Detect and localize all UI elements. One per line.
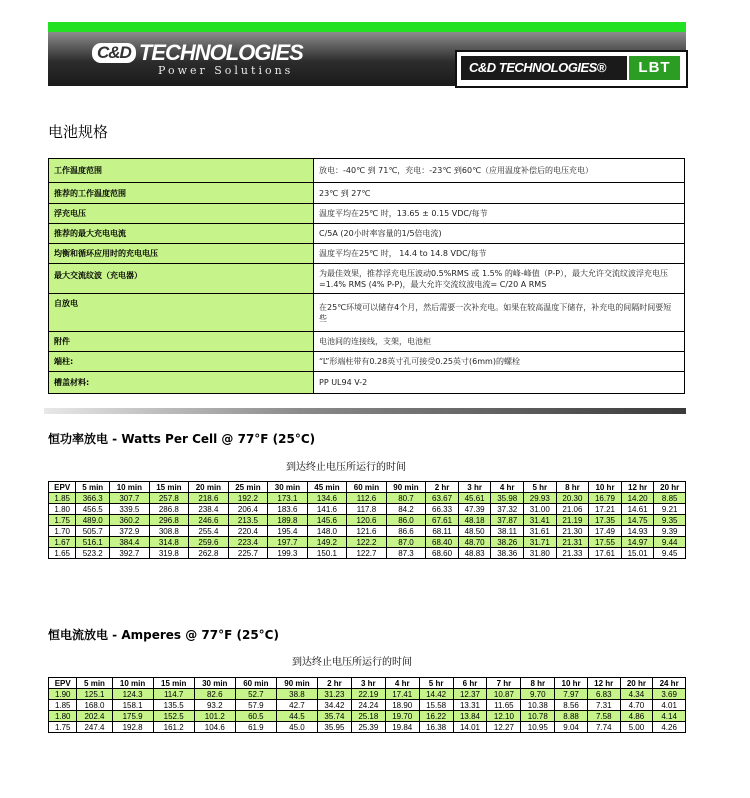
column-header: 45 min — [307, 482, 347, 493]
table-cell: 87.0 — [386, 537, 426, 548]
column-header: 60 min — [235, 678, 276, 689]
table-row — [49, 689, 686, 700]
section1-subtitle: 到达终止电压所运行的时间 — [286, 462, 406, 473]
table-cell: 8.88 — [555, 711, 588, 722]
table-cell: 168.0 — [77, 700, 112, 711]
table-row — [49, 548, 686, 559]
table-cell: 35.74 — [318, 711, 352, 722]
column-header: 5 min — [77, 678, 112, 689]
table-cell: 225.7 — [228, 548, 268, 559]
spec-value: 温度平均在25℃ 时， 14.4 to 14.8 VDC/每节 — [314, 244, 685, 264]
table-cell: 192.8 — [112, 722, 153, 733]
table-cell: 31.41 — [524, 515, 557, 526]
column-header: 10 hr — [555, 678, 588, 689]
table-cell: 37.87 — [491, 515, 524, 526]
table-cell: 60.5 — [235, 711, 276, 722]
table-cell: 246.6 — [189, 515, 229, 526]
table-cell: 15.58 — [419, 700, 453, 711]
table-cell: 296.8 — [149, 515, 189, 526]
table-cell: 42.7 — [276, 700, 317, 711]
table-header-row — [49, 678, 686, 689]
table-cell: 6.83 — [587, 689, 620, 700]
table-cell: 20.30 — [556, 493, 589, 504]
table-cell: 61.9 — [235, 722, 276, 733]
table-cell: 14.61 — [621, 504, 654, 515]
table-cell: 10.87 — [487, 689, 521, 700]
spec-label: 槽盖材料: — [49, 372, 314, 394]
table-cell: 35.98 — [491, 493, 524, 504]
table-cell: 9.45 — [654, 548, 686, 559]
logo-subtitle: Power Solutions — [158, 64, 294, 77]
column-header: 20 hr — [620, 678, 653, 689]
table-cell: 44.5 — [276, 711, 317, 722]
column-header: 5 hr — [524, 482, 557, 493]
spec-row — [49, 264, 685, 294]
table-cell: 4.26 — [653, 722, 686, 733]
column-header: 15 min — [149, 482, 189, 493]
table-cell: 21.19 — [556, 515, 589, 526]
spec-row — [49, 244, 685, 264]
table-cell: 4.70 — [620, 700, 653, 711]
table-cell: 1.80 — [49, 711, 77, 722]
table-cell: 14.20 — [621, 493, 654, 504]
table-cell: 17.35 — [589, 515, 622, 526]
table-cell: 9.21 — [654, 504, 686, 515]
table-cell: 19.84 — [385, 722, 419, 733]
table-cell: 17.49 — [589, 526, 622, 537]
spec-label: 自放电 — [49, 294, 314, 332]
column-header: 2 hr — [318, 678, 352, 689]
table-row — [49, 537, 686, 548]
table-cell: 223.4 — [228, 537, 268, 548]
section2-title: 恒电流放电 - Amperes @ 77°F (25°C) — [48, 628, 279, 642]
logo-text: TECHNOLOGIES — [138, 40, 303, 65]
table-cell: 319.8 — [149, 548, 189, 559]
lbt-logo — [455, 50, 688, 88]
table-cell: 152.5 — [153, 711, 194, 722]
table-cell: 16.38 — [419, 722, 453, 733]
table-cell: 93.2 — [194, 700, 235, 711]
table-cell: 31.23 — [318, 689, 352, 700]
table-cell: 21.33 — [556, 548, 589, 559]
table-cell: 4.34 — [620, 689, 653, 700]
spec-label: 工作温度范围 — [49, 159, 314, 183]
table-cell: 523.2 — [76, 548, 110, 559]
spec-value: C/5A (20小时率容量的1/5倍电流) — [314, 224, 685, 244]
table-cell: 48.50 — [458, 526, 491, 537]
table-cell: 63.67 — [426, 493, 459, 504]
table-cell: 175.9 — [112, 711, 153, 722]
spec-row — [49, 372, 685, 394]
table-cell: 247.4 — [77, 722, 112, 733]
lbt-logo-text: C&D TECHNOLOGIES® — [461, 56, 627, 80]
table-cell: 38.26 — [491, 537, 524, 548]
table-cell: 34.42 — [318, 700, 352, 711]
table-cell: 314.8 — [149, 537, 189, 548]
table-cell: 9.44 — [654, 537, 686, 548]
table-cell: 7.74 — [587, 722, 620, 733]
table-header-row — [49, 482, 686, 493]
table-cell: 149.2 — [307, 537, 347, 548]
column-header: 30 min — [268, 482, 308, 493]
table-cell: 67.61 — [426, 515, 459, 526]
table-cell: 206.4 — [228, 504, 268, 515]
column-header: 5 hr — [419, 678, 453, 689]
table-cell: 134.6 — [307, 493, 347, 504]
table-row — [49, 493, 686, 504]
amperes-table — [48, 677, 686, 733]
table-cell: 10.38 — [521, 700, 555, 711]
table-cell: 48.18 — [458, 515, 491, 526]
table-cell: 117.8 — [347, 504, 387, 515]
table-cell: 3.69 — [653, 689, 686, 700]
table-cell: 183.6 — [268, 504, 308, 515]
table-cell: 1.85 — [49, 700, 77, 711]
table-cell: 150.1 — [307, 548, 347, 559]
table-cell: 10.95 — [521, 722, 555, 733]
spec-value: 放电：-40℃ 到 71℃，充电：-23℃ 到60℃（应用温度补偿后的电压充电） — [314, 159, 685, 183]
table-cell: 22.19 — [351, 689, 385, 700]
table-cell: 31.80 — [524, 548, 557, 559]
column-header: 15 min — [153, 678, 194, 689]
table-cell: 14.97 — [621, 537, 654, 548]
table-cell: 48.83 — [458, 548, 491, 559]
table-cell: 360.2 — [110, 515, 150, 526]
watts-per-cell-table — [48, 481, 686, 559]
table-cell: 148.0 — [307, 526, 347, 537]
table-cell: 86.6 — [386, 526, 426, 537]
table-cell: 9.04 — [555, 722, 588, 733]
table-cell: 145.6 — [307, 515, 347, 526]
spec-value: PP UL94 V-2 — [314, 372, 685, 394]
table-cell: 456.5 — [76, 504, 110, 515]
table-cell: 101.2 — [194, 711, 235, 722]
logo-cd-mark: C&D — [92, 43, 136, 63]
spec-label: 浮充电压 — [49, 204, 314, 224]
table-cell: 1.65 — [49, 548, 76, 559]
table-cell: 308.8 — [149, 526, 189, 537]
table-cell: 38.36 — [491, 548, 524, 559]
table-cell: 19.70 — [385, 711, 419, 722]
table-cell: 25.18 — [351, 711, 385, 722]
table-cell: 1.75 — [49, 722, 77, 733]
column-header: 4 hr — [491, 482, 524, 493]
table-cell: 11.65 — [487, 700, 521, 711]
column-header: 24 hr — [653, 678, 686, 689]
table-cell: 307.7 — [110, 493, 150, 504]
table-cell: 16.22 — [419, 711, 453, 722]
table-cell: 68.60 — [426, 548, 459, 559]
spec-row — [49, 224, 685, 244]
table-cell: 286.8 — [149, 504, 189, 515]
table-cell: 161.2 — [153, 722, 194, 733]
table-cell: 259.6 — [189, 537, 229, 548]
table-cell: 9.35 — [654, 515, 686, 526]
table-cell: 8.56 — [555, 700, 588, 711]
spec-value: 温度平均在25℃ 时，13.65 ± 0.15 VDC/每节 — [314, 204, 685, 224]
table-cell: 339.5 — [110, 504, 150, 515]
table-cell: 38.11 — [491, 526, 524, 537]
spec-label: 附件 — [49, 332, 314, 352]
table-cell: 45.0 — [276, 722, 317, 733]
table-cell: 218.6 — [189, 493, 229, 504]
table-cell: 24.24 — [351, 700, 385, 711]
table-cell: 68.11 — [426, 526, 459, 537]
table-cell: 8.85 — [654, 493, 686, 504]
table-cell: 80.7 — [386, 493, 426, 504]
table-cell: 1.75 — [49, 515, 76, 526]
table-cell: 262.8 — [189, 548, 229, 559]
table-cell: 158.1 — [112, 700, 153, 711]
table-cell: 35.95 — [318, 722, 352, 733]
table-row — [49, 515, 686, 526]
table-cell: 516.1 — [76, 537, 110, 548]
spec-label: 推荐的最大充电电流 — [49, 224, 314, 244]
table-cell: 12.27 — [487, 722, 521, 733]
spec-label: 端柱: — [49, 352, 314, 372]
table-cell: 7.97 — [555, 689, 588, 700]
column-header: 5 min — [76, 482, 110, 493]
table-cell: 192.2 — [228, 493, 268, 504]
table-cell: 195.4 — [268, 526, 308, 537]
table-cell: 121.6 — [347, 526, 387, 537]
table-cell: 17.55 — [589, 537, 622, 548]
table-cell: 9.70 — [521, 689, 555, 700]
table-cell: 87.3 — [386, 548, 426, 559]
table-cell: 202.4 — [77, 711, 112, 722]
spec-table — [48, 158, 685, 394]
column-header: 12 hr — [621, 482, 654, 493]
table-cell: 1.80 — [49, 504, 76, 515]
table-cell: 1.90 — [49, 689, 77, 700]
table-cell: 12.10 — [487, 711, 521, 722]
header-accent-bar — [48, 22, 686, 32]
table-cell: 31.61 — [524, 526, 557, 537]
column-header: 10 min — [112, 678, 153, 689]
table-cell: 1.70 — [49, 526, 76, 537]
table-cell: 366.3 — [76, 493, 110, 504]
table-cell: 13.84 — [453, 711, 487, 722]
table-cell: 141.6 — [307, 504, 347, 515]
table-cell: 82.6 — [194, 689, 235, 700]
spec-row — [49, 332, 685, 352]
table-cell: 5.00 — [620, 722, 653, 733]
table-cell: 220.4 — [228, 526, 268, 537]
table-cell: 257.8 — [149, 493, 189, 504]
column-header: 20 hr — [654, 482, 686, 493]
table-cell: 4.01 — [653, 700, 686, 711]
table-cell: 213.5 — [228, 515, 268, 526]
table-row — [49, 711, 686, 722]
table-cell: 10.78 — [521, 711, 555, 722]
table-cell: 489.0 — [76, 515, 110, 526]
table-cell: 14.01 — [453, 722, 487, 733]
table-row — [49, 526, 686, 537]
table-cell: 4.86 — [620, 711, 653, 722]
table-cell: 37.32 — [491, 504, 524, 515]
table-cell: 372.9 — [110, 526, 150, 537]
column-header: 3 hr — [458, 482, 491, 493]
section2-subtitle: 到达终止电压所运行的时间 — [292, 657, 412, 668]
table-cell: 66.33 — [426, 504, 459, 515]
table-cell: 122.2 — [347, 537, 387, 548]
table-row — [49, 504, 686, 515]
table-cell: 125.1 — [77, 689, 112, 700]
table-row — [49, 700, 686, 711]
table-cell: 255.4 — [189, 526, 229, 537]
spec-label: 推荐的工作温度范围 — [49, 183, 314, 204]
section1-title: 恒功率放电 - Watts Per Cell @ 77°F (25°C) — [48, 432, 316, 446]
table-cell: 14.93 — [621, 526, 654, 537]
table-cell: 86.0 — [386, 515, 426, 526]
spec-label: 最大交流纹波（充电器） — [49, 264, 314, 294]
column-header: 20 min — [189, 482, 229, 493]
table-cell: 1.85 — [49, 493, 76, 504]
table-cell: 173.1 — [268, 493, 308, 504]
column-header: 90 min — [386, 482, 426, 493]
spec-row — [49, 204, 685, 224]
spec-value: 为最佳效果，推荐浮充电压波动0.5%RMS 或 1.5% 的峰-峰值（P-P），最大允许交流纹波浮充电压=1.4% RMS (4% P-P)，最大允许交流纹波电流= C/20 A RMS — [314, 264, 685, 294]
table-cell: 112.6 — [347, 493, 387, 504]
table-cell: 21.30 — [556, 526, 589, 537]
spec-value: 在25℃环境可以储存4个月，然后需要一次补充电。如果在较高温度下储存，补充电的间隔时间要短些 — [314, 294, 685, 332]
column-header: 12 hr — [587, 678, 620, 689]
page-title: 电池规格 — [48, 123, 109, 141]
column-header: 8 hr — [556, 482, 589, 493]
column-header: 3 hr — [351, 678, 385, 689]
table-cell: 9.39 — [654, 526, 686, 537]
table-cell: 57.9 — [235, 700, 276, 711]
table-cell: 47.39 — [458, 504, 491, 515]
section-divider — [44, 408, 686, 414]
table-cell: 45.61 — [458, 493, 491, 504]
spec-row — [49, 159, 685, 183]
column-header: 60 min — [347, 482, 387, 493]
table-cell: 238.4 — [189, 504, 229, 515]
table-cell: 12.37 — [453, 689, 487, 700]
column-header: 10 hr — [589, 482, 622, 493]
spec-value: 电池间的连接线，支架，电池柜 — [314, 332, 685, 352]
table-cell: 17.21 — [589, 504, 622, 515]
column-header: 90 min — [276, 678, 317, 689]
column-header: 30 min — [194, 678, 235, 689]
spec-value: “L”形端柱带有0.28英寸孔可接受0.25英寸(6mm)的螺栓 — [314, 352, 685, 372]
column-header: EPV — [49, 482, 76, 493]
table-cell: 189.8 — [268, 515, 308, 526]
table-cell: 199.3 — [268, 548, 308, 559]
table-cell: 7.58 — [587, 711, 620, 722]
table-cell: 4.14 — [653, 711, 686, 722]
table-cell: 31.00 — [524, 504, 557, 515]
table-cell: 505.7 — [76, 526, 110, 537]
table-cell: 16.79 — [589, 493, 622, 504]
spec-row — [49, 294, 685, 332]
table-cell: 122.7 — [347, 548, 387, 559]
table-cell: 29.93 — [524, 493, 557, 504]
column-header: 10 min — [110, 482, 150, 493]
table-cell: 14.42 — [419, 689, 453, 700]
table-cell: 48.70 — [458, 537, 491, 548]
table-cell: 21.31 — [556, 537, 589, 548]
table-cell: 392.7 — [110, 548, 150, 559]
column-header: 7 hr — [487, 678, 521, 689]
table-cell: 124.3 — [112, 689, 153, 700]
table-cell: 18.90 — [385, 700, 419, 711]
table-row — [49, 722, 686, 733]
table-cell: 52.7 — [235, 689, 276, 700]
table-cell: 13.31 — [453, 700, 487, 711]
table-cell: 38.8 — [276, 689, 317, 700]
table-cell: 114.7 — [153, 689, 194, 700]
spec-value: 23℃ 到 27℃ — [314, 183, 685, 204]
table-cell: 17.41 — [385, 689, 419, 700]
table-cell: 120.6 — [347, 515, 387, 526]
spec-row — [49, 352, 685, 372]
table-cell: 31.71 — [524, 537, 557, 548]
table-cell: 68.40 — [426, 537, 459, 548]
table-cell: 84.2 — [386, 504, 426, 515]
cd-logo — [92, 40, 303, 77]
spec-label: 均衡和循环应用时的充电电压 — [49, 244, 314, 264]
table-cell: 197.7 — [268, 537, 308, 548]
column-header: 2 hr — [426, 482, 459, 493]
column-header: 6 hr — [453, 678, 487, 689]
table-cell: 15.01 — [621, 548, 654, 559]
table-cell: 135.5 — [153, 700, 194, 711]
table-cell: 1.67 — [49, 537, 76, 548]
spec-row — [49, 183, 685, 204]
column-header: EPV — [49, 678, 77, 689]
table-cell: 104.6 — [194, 722, 235, 733]
lbt-badge: LBT — [629, 56, 680, 80]
table-cell: 384.4 — [110, 537, 150, 548]
table-cell: 17.61 — [589, 548, 622, 559]
table-cell: 21.06 — [556, 504, 589, 515]
column-header: 8 hr — [521, 678, 555, 689]
table-cell: 14.75 — [621, 515, 654, 526]
column-header: 25 min — [228, 482, 268, 493]
table-cell: 25.39 — [351, 722, 385, 733]
column-header: 4 hr — [385, 678, 419, 689]
table-cell: 7.31 — [587, 700, 620, 711]
